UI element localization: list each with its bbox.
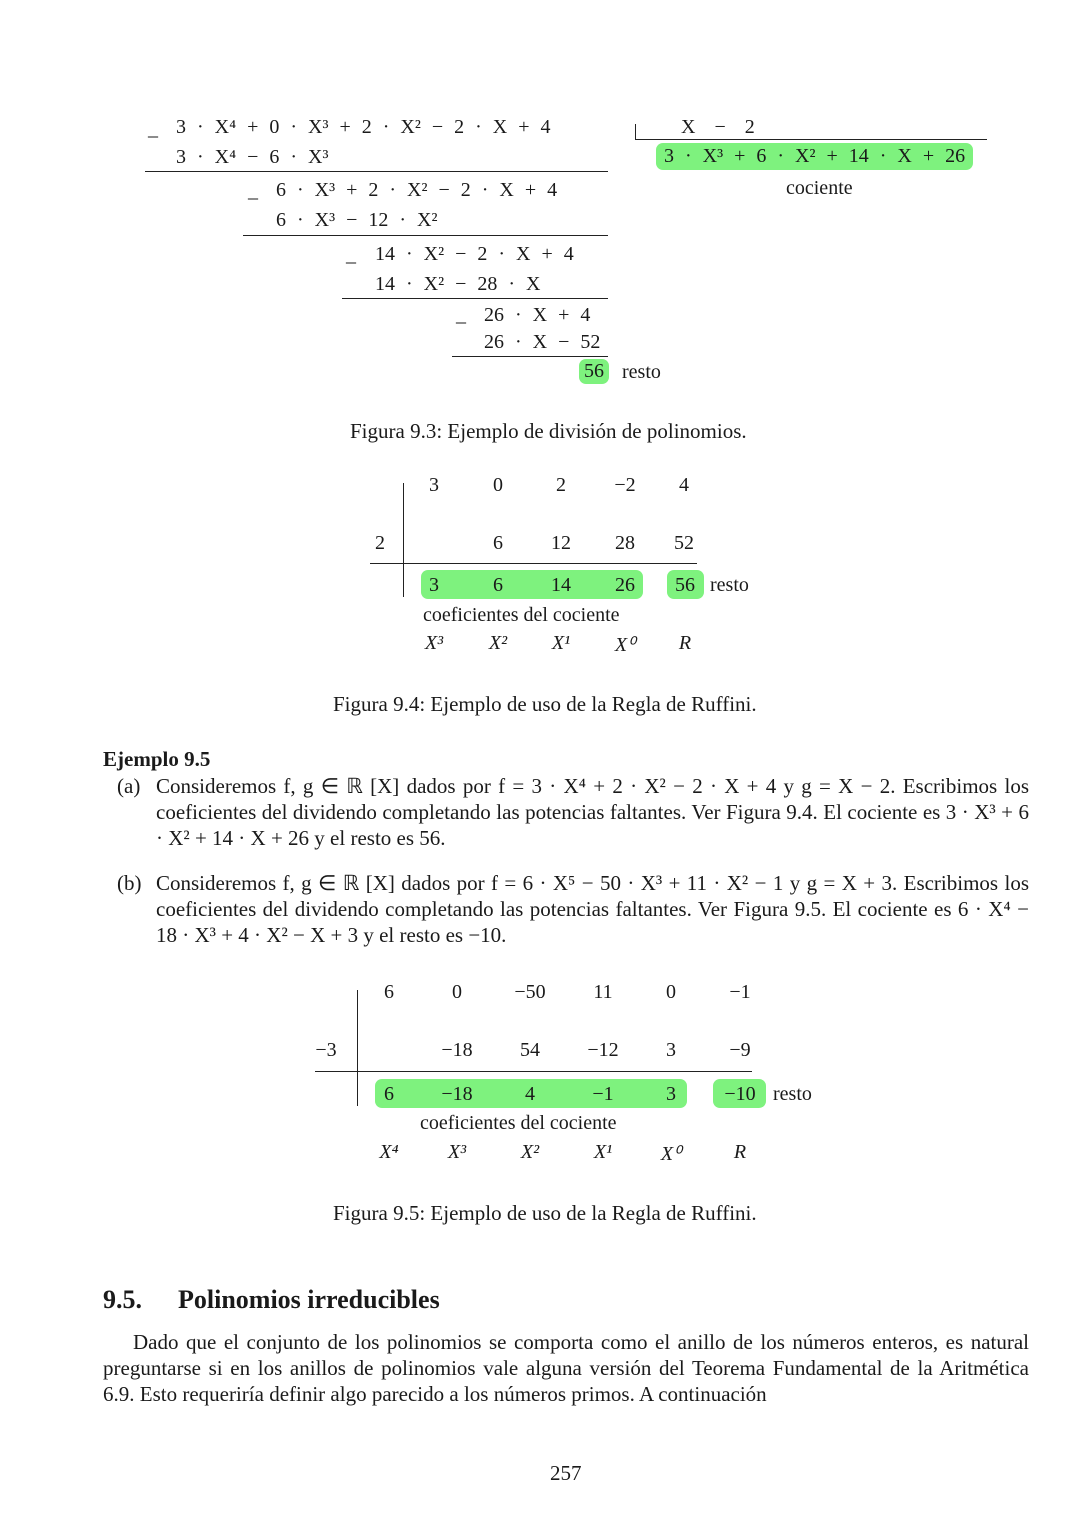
- quotient-coefficients-label: coeficientes del cociente: [420, 1112, 617, 1134]
- result: −18: [441, 1083, 473, 1105]
- power-label: X¹: [593, 1141, 613, 1163]
- remainder-label: resto: [773, 1083, 812, 1105]
- remainder-label: resto: [622, 361, 661, 383]
- page-number: 257: [550, 1461, 582, 1485]
- section-paragraph: Dado que el conjunto de los polinomios se comporta como el anillo de los números enteros, es natural preguntarse si en los anillos de polinomios vale alguna versión del Teorema Fundamental de la Aritmética 6.9. Esto requeriría definir algo parecido a los números primos. A continuación: [103, 1330, 1029, 1406]
- example-item-a: Consideremos f, g ∈ ℝ [X] dados por f = 3 · X⁴ + 2 · X² − 2 · X + 4 y g = X − 2. Escribimos los coeficientes del dividendo completando las potencias faltantes. Ver Figura 9.4. El cociente es 3 · X³ + 6 · X² + 14 · X + 26 y el resto es 56.: [156, 774, 1029, 850]
- subtrahend-row: 14 · X² − 28 · X: [375, 273, 541, 295]
- item-label: (b): [117, 871, 142, 895]
- ruffini-root: 2: [375, 532, 385, 554]
- result: 4: [525, 1083, 535, 1105]
- coefficient: 6: [384, 981, 394, 1003]
- power-label: X⁰: [614, 634, 636, 656]
- divisor-rule: [635, 139, 987, 140]
- power-label: X²: [488, 632, 508, 654]
- division-rule: [452, 356, 608, 357]
- result: 6: [384, 1083, 394, 1105]
- power-label: X⁰: [660, 1143, 682, 1165]
- figure-caption: Figura 9.5: Ejemplo de uso de la Regla de Ruffini.: [333, 1201, 757, 1225]
- partial-dividend-row: 26 · X + 4: [484, 304, 591, 326]
- result: 3: [666, 1083, 676, 1105]
- partial-dividend-row: 6 · X³ + 2 · X² − 2 · X + 4: [276, 179, 558, 201]
- coefficient: 4: [679, 474, 689, 496]
- coefficient: 11: [593, 981, 613, 1003]
- result: 14: [551, 574, 571, 596]
- power-label: X²: [520, 1141, 540, 1163]
- power-label: X¹: [551, 632, 571, 654]
- coefficient: −50: [514, 981, 546, 1003]
- item-label: (a): [117, 774, 141, 798]
- remainder-highlight: 56: [579, 359, 609, 384]
- subtrahend-row: 3 · X⁴ − 6 · X³: [176, 146, 329, 168]
- example-title: Ejemplo 9.5: [103, 747, 211, 771]
- section-title: Polinomios irreducibles: [178, 1285, 440, 1314]
- subtrahend-row: 6 · X³ − 12 · X²: [276, 209, 438, 231]
- remainder-label: resto: [710, 574, 749, 596]
- minus-sign: _: [248, 180, 258, 202]
- result: −1: [592, 1083, 614, 1105]
- result: 26: [615, 574, 635, 596]
- result: 3: [429, 574, 439, 596]
- division-rule: [342, 298, 608, 299]
- division-rule: [243, 235, 608, 236]
- ruffini-root: −3: [315, 1039, 337, 1061]
- coefficient: 0: [666, 981, 676, 1003]
- product: −9: [729, 1039, 751, 1061]
- coefficient: 3: [429, 474, 439, 496]
- figure-caption: Figura 9.3: Ejemplo de división de polinomios.: [350, 419, 747, 443]
- remainder-value: 56: [675, 574, 695, 596]
- coefficient: −2: [614, 474, 636, 496]
- minus-sign: _: [346, 244, 356, 266]
- quotient-highlight: 3 · X³ + 6 · X² + 14 · X + 26: [656, 143, 973, 170]
- power-label: R: [678, 632, 692, 654]
- coefficient: −1: [729, 981, 751, 1003]
- example-item-b: Consideremos f, g ∈ ℝ [X] dados por f = 6 · X⁵ − 50 · X³ + 11 · X² − 1 y g = X + 3. Escribimos los coeficientes del dividendo completando las potencias faltantes. Ver Figura 9.5. El cociente es 6 · X⁴ − 18 · X³ + 4 · X² − X + 3 y el resto es −10.: [156, 871, 1029, 947]
- product: 12: [551, 532, 571, 554]
- product: 6: [493, 532, 503, 554]
- product: 52: [674, 532, 694, 554]
- product: −18: [441, 1039, 473, 1061]
- ruffini-horizontal-rule: [370, 563, 697, 564]
- power-label: R: [733, 1141, 747, 1163]
- ruffini-horizontal-rule: [315, 1071, 752, 1072]
- minus-sign: _: [148, 118, 158, 140]
- partial-dividend-row: 14 · X² − 2 · X + 4: [375, 243, 574, 265]
- dividend-row: 3 · X⁴ + 0 · X³ + 2 · X² − 2 · X + 4: [176, 116, 551, 138]
- divisor: X − 2: [681, 116, 755, 138]
- product: 28: [615, 532, 635, 554]
- ruffini-vertical-rule: [357, 990, 358, 1106]
- power-label: X³: [447, 1141, 467, 1163]
- quotient-label: cociente: [786, 177, 853, 199]
- divisor-bracket: [635, 124, 636, 139]
- product: −12: [587, 1039, 619, 1061]
- figure-caption: Figura 9.4: Ejemplo de uso de la Regla de Ruffini.: [333, 692, 757, 716]
- remainder-value: −10: [724, 1083, 756, 1105]
- result: 6: [493, 574, 503, 596]
- power-label: X³: [424, 632, 444, 654]
- division-rule: [145, 171, 608, 172]
- minus-sign: _: [456, 304, 466, 326]
- coefficient: 0: [493, 474, 503, 496]
- power-label: X⁴: [379, 1141, 399, 1163]
- quotient-coefficients-label: coeficientes del cociente: [423, 604, 620, 626]
- section-number: 9.5.: [103, 1285, 142, 1314]
- coefficient: 0: [452, 981, 462, 1003]
- product: 54: [520, 1039, 540, 1061]
- subtrahend-row: 26 · X − 52: [484, 331, 601, 353]
- product: 3: [666, 1039, 676, 1061]
- coefficient: 2: [556, 474, 566, 496]
